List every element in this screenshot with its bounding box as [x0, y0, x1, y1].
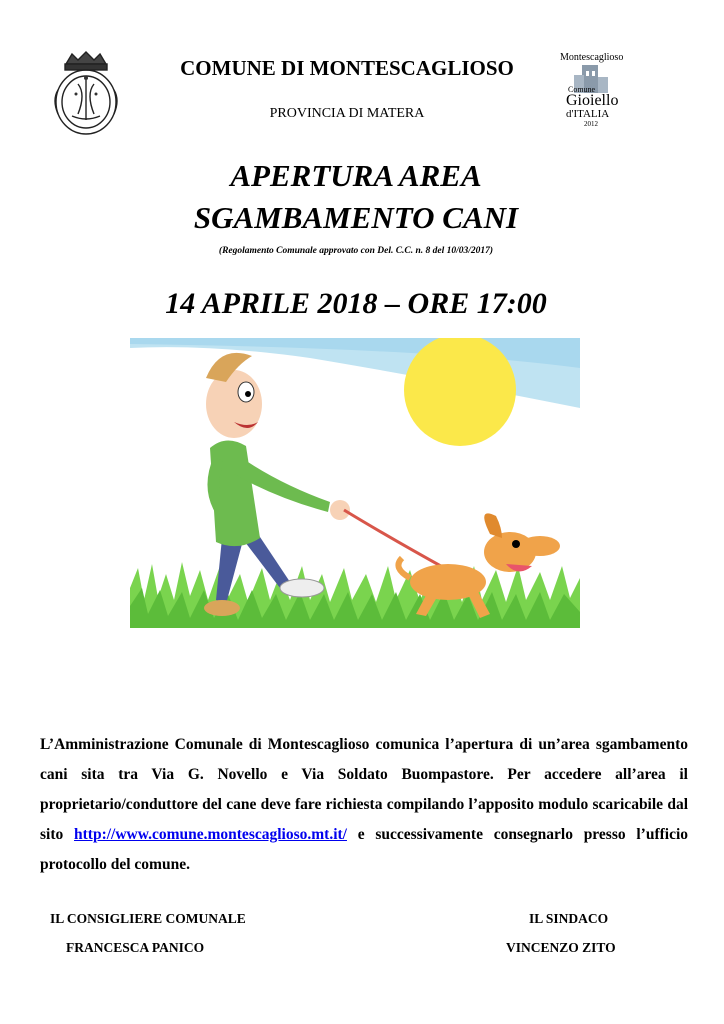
title-line-1: APERTURA AREA — [230, 158, 482, 193]
badge-top-label: Montescaglioso — [560, 52, 624, 63]
councillor-title: IL CONSIGLIERE COMUNALE — [50, 911, 246, 926]
badge-line2: Gioiello — [566, 92, 619, 109]
mayor-name: VINCENZO ZITO — [506, 940, 616, 955]
event-date-time: 14 APRILE 2018 – ORE 17:00 — [165, 287, 547, 320]
man-walking-dog-illustration — [130, 338, 580, 650]
councillor-name: FRANCESCA PANICO — [66, 940, 205, 955]
body-text-outro: e successivamente consegnarlo presso l’ufficio protocollo del comune. — [40, 826, 689, 873]
regulation-note: (Regolamento Comunale approvato con Del. C.C. n. 8 del 10/03/2017) — [218, 246, 494, 256]
mayor-title: IL SINDACO — [529, 911, 609, 926]
announcement-body — [40, 730, 688, 880]
title-line-2: SGAMBAMENTO CANI — [193, 200, 519, 235]
badge-line1: Comune — [568, 85, 596, 94]
badge-year: 2012 — [584, 120, 598, 128]
province-name: PROVINCIA DI MATERA — [269, 106, 425, 121]
badge-line3: d'ITALIA — [566, 108, 610, 120]
body-text-intro: L’Amministrazione Comunale di Montescaglioso comunica l’apertura di un’area sgambamento cani sita tra Via G. Novello e Via Soldato Buompastore. Per accedere all’area il proprietario/conduttore del cane deve fare richiesta compilando l’apposito modulo scaricabile dal sito — [40, 736, 688, 843]
municipality-website-link[interactable]: http://www.comune.montescaglioso.mt.it/ — [74, 826, 347, 843]
municipality-name: COMUNE DI MONTESCAGLIOSO — [180, 56, 514, 80]
